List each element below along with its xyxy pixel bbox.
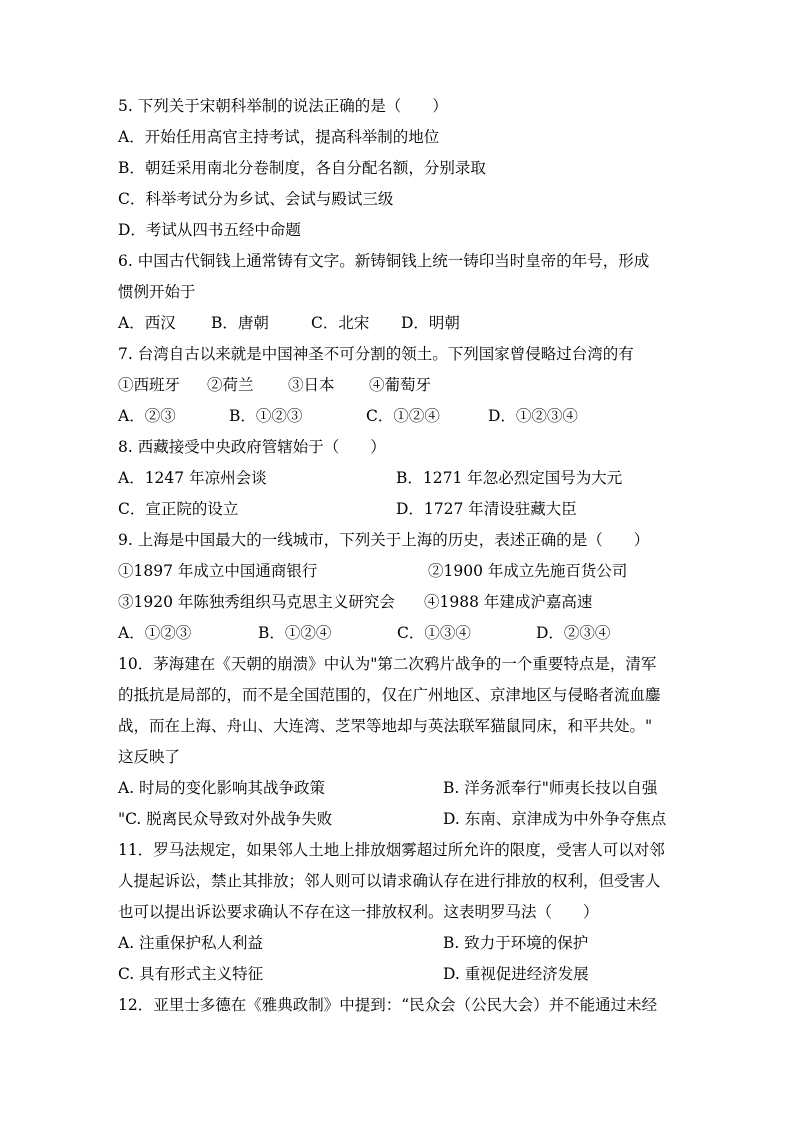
question-7-item-2: ②荷兰	[207, 376, 254, 394]
question-8-option-a: A．1247 年凉州会谈	[118, 469, 267, 487]
question-8-option-c: C．宣正院的设立	[118, 500, 239, 518]
question-9-item-3: ③1920 年陈独秀组织马克思主义研究会	[118, 593, 395, 611]
question-9-stem: 9. 上海是中国最大的一线城市，下列关于上海的历史，表述正确的是（ ）	[118, 531, 650, 549]
question-6-option-a: A．西汉	[118, 314, 176, 332]
question-5-option-b: B．朝廷采用南北分卷制度，各自分配名额，分别录取	[118, 159, 486, 177]
question-9-item-1: ①1897 年成立中国通商银行	[118, 562, 318, 580]
question-6-option-c: C．北宋	[311, 314, 370, 332]
question-10-stem-line-1: 10．茅海建在《天朝的崩溃》中认为"第二次鸦片战争的一个重要特点是，清军	[118, 655, 657, 673]
question-7-option-c: C．①②④	[366, 407, 440, 425]
question-11-option-c: C. 具有形式主义特征	[118, 965, 264, 983]
question-11-option-b: B. 致力于环境的保护	[443, 934, 589, 952]
question-11-option-d: D. 重视促进经济发展	[443, 965, 589, 983]
question-9-option-a: A．①②③	[118, 624, 192, 642]
question-8-stem: 8. 西藏接受中央政府管辖始于（ ）	[118, 438, 386, 456]
question-6-option-d: D．明朝	[401, 314, 460, 332]
question-9-option-b: B．①②④	[258, 624, 332, 642]
question-11-option-a: A. 注重保护私人利益	[118, 934, 264, 952]
question-10-option-d: D. 东南、京津成为中外争夺焦点	[443, 810, 667, 828]
question-6-option-b: B．唐朝	[211, 314, 269, 332]
question-7-item-4: ④葡萄牙	[369, 376, 432, 394]
question-5-option-c: C．科举考试分为乡试、会试与殿试三级	[118, 190, 394, 208]
question-7-stem: 7. 台湾自古以来就是中国神圣不可分割的领土。下列国家曾侵略过台湾的有	[118, 345, 634, 363]
question-9-item-4: ④1988 年建成沪嘉高速	[424, 593, 593, 611]
question-12-stem-line-1: 12．亚里士多德在《雅典政制》中提到：“民众会（公民大会）并不能通过未经	[118, 996, 658, 1014]
question-6-stem-line-2: 惯例开始于	[118, 283, 196, 301]
question-5-option-a: A．开始任用高官主持考试，提高科举制的地位	[118, 128, 440, 146]
question-10-option-b: B. 洋务派奉行"师夷长技以自强	[443, 779, 658, 797]
question-7-option-a: A．②③	[118, 407, 176, 425]
question-10-stem-line-3: 战，而在上海、舟山、大连湾、芝罘等地却与英法联军猫鼠同床，和平共处。"	[118, 717, 653, 735]
question-9-option-d: D．②③④	[536, 624, 611, 642]
question-10-option-a: A. 时局的变化影响其战争政策	[118, 779, 326, 797]
question-9-item-2: ②1900 年成立先施百货公司	[428, 562, 628, 580]
question-7-option-d: D．①②③④	[488, 407, 578, 425]
question-9-option-c: C．①③④	[397, 624, 471, 642]
question-6-stem-line-1: 6. 中国古代铜钱上通常铸有文字。新铸铜钱上统一铸印当时皇帝的年号，形成	[118, 252, 650, 270]
question-5-stem: 5. 下列关于宋朝科举制的说法正确的是（ ）	[118, 97, 448, 115]
question-8-option-b: B．1271 年忽必烈定国号为大元	[396, 469, 623, 487]
question-11-stem-line-3: 也可以提出诉讼要求确认不存在这一排放权利。这表明罗马法（ ）	[118, 903, 599, 921]
question-11-stem-line-2: 人提起诉讼，禁止其排放；邻人则可以请求确认存在进行排放的权利，但受害人	[118, 872, 661, 890]
question-10-stem-line-2: 的抵抗是局部的，而不是全国范围的，仅在广州地区、京津地区与侵略者流血鏖	[118, 686, 661, 704]
question-7-option-b: B．①②③	[229, 407, 303, 425]
question-5-option-d: D．考试从四书五经中命题	[118, 221, 301, 239]
question-10-option-c: "C. 脱离民众导致对外战争失败	[118, 810, 333, 828]
question-7-item-1: ①西班牙	[118, 376, 181, 394]
question-10-stem-line-4: 这反映了	[118, 748, 181, 766]
question-7-item-3: ③日本	[288, 376, 335, 394]
question-8-option-d: D．1727 年清设驻藏大臣	[396, 500, 577, 518]
question-11-stem-line-1: 11．罗马法规定，如果邻人土地上排放烟雾超过所允许的限度，受害人可以对邻	[118, 841, 665, 859]
